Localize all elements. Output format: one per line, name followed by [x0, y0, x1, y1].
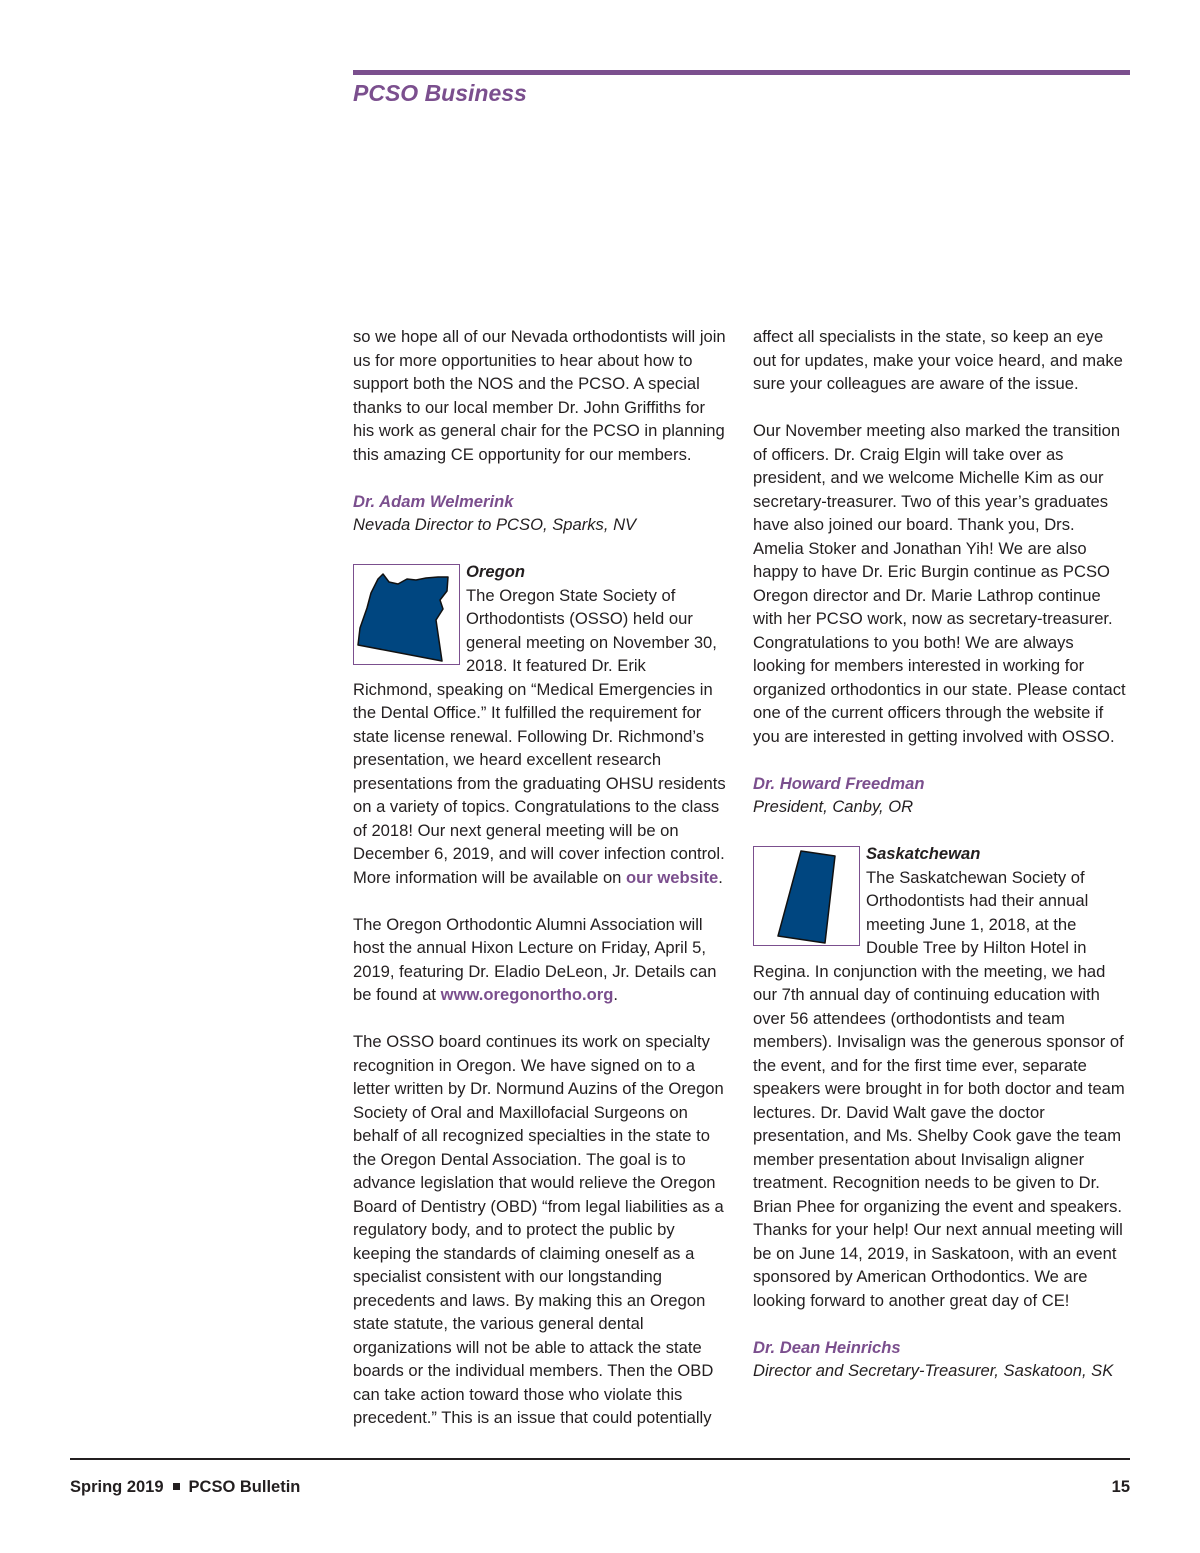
oregon-section [353, 560, 729, 1430]
oregon-paragraph-1: Oregon The Oregon State Society of Orthodontists (OSSO) held our general meeting on November 30, 2018. It featured Dr. Erik Richmond, speaking on “Medical Emergencies in the Dental Office.” It fulfilled the requirement for state license renewal. Following Dr. Richmond’s presentation, we heard excellent research presentations from the graduating OHSU residents on a variety of topics. Congratulations to the class of 2018! Our next general meeting will be on December 6, 2019, and will cover infection control. More information will be available on our website. [353, 562, 726, 887]
footer-publication [70, 1478, 300, 1497]
oregon-ortho-link[interactable]: www.oregonortho.org [440, 985, 614, 1004]
oregon-map-icon [353, 564, 460, 665]
bullet-separator-icon [173, 1483, 180, 1490]
nevada-closing-paragraph: so we hope all of our Nevada orthodontists will join us for more opportunities to hear about how to support both the NOS and the PCSO. A special thanks to our local member Dr. John Griffiths for his work as general chair for the PCSO in planning this amazing CE opportunity for our members. [353, 327, 726, 464]
oregon-heading: Oregon [466, 562, 526, 581]
oregon-paragraph-1-text: The Oregon State Society of Orthodontists (OSSO) held our general meeting on November 30, 2018. It featured Dr. Erik Richmond, speaking on “Medical Emergencies in the Dental Office.” It fulfilled the requirement for state license renewal. Following Dr. Richmond’s presentation, we heard excellent research presentations from the graduating OHSU residents on a variety of topics. Congratulations to the class of 2018! Our next general meeting will be on December 6, 2019, and will cover infection control. More information will be available on [353, 585, 726, 887]
footer-rule [70, 1458, 1130, 1460]
nevada-signature [353, 490, 729, 537]
oregon-signature-name: Dr. Howard Freedman [753, 773, 925, 793]
saskatchewan-paragraph-text: The Saskatchewan Society of Orthodontists had their annual meeting June 1, 2018, at the Double Tree by Hilton Hotel in Regina. In conjunction with the meeting, we had our 7th annual day of continuing education with over 56 attendees (orthodontists and team members). Invisalign was the generous sponsor of the event, and for the first time ever, separate speakers were brought in for both doctor and team lectures. Dr. David Walt gave the doctor presentation, and Ms. Shelby Cook gave the team member presentation about Invisalign aligner treatment. Recognition needs to be given to Dr. Brian Phee for organizing the event and speakers. Thanks for your help! Our next annual meeting will be on June 14, 2019, in Saskatoon, with an event sponsored by American Orthodontics. We are looking forward to another great day of CE! [753, 867, 1125, 1310]
saskatchewan-heading: Saskatchewan [866, 844, 981, 863]
oregon-signature [753, 772, 1129, 819]
saskatchewan-map-icon [753, 846, 860, 946]
oregon-paragraph-2: The Oregon Orthodontic Alumni Association will host the annual Hixon Lecture on Friday, April 5, 2019, featuring Dr. Eladio DeLeon, Jr. Details can be found at www.oregonortho.org. [353, 914, 717, 1004]
right-column [753, 325, 1129, 1406]
saskatchewan-signature-name: Dr. Dean Heinrichs [753, 1337, 901, 1357]
footer-season: Spring 2019 [70, 1478, 164, 1496]
nevada-signature-title: Nevada Director to PCSO, Sparks, NV [353, 515, 637, 534]
oregon-signature-title: President, Canby, OR [753, 797, 914, 816]
oregon-website-link[interactable]: our website [626, 867, 719, 887]
oregon-paragraph-2-text: The Oregon Orthodontic Alumni Association will host the annual Hixon Lecture on Friday, April 5, 2019, featuring Dr. Eladio DeLeon, Jr. Details can be found at [353, 914, 717, 1004]
page-number: 15 [1111, 1478, 1130, 1496]
oregon-paragraph-3-continued: affect all specialists in the state, so keep an eye out for updates, make your voice heard, and make sure your colleagues are aware of the issue. [753, 327, 1123, 393]
oregon-paragraph-3: The OSSO board continues its work on specialty recognition in Oregon. We have signed on to a letter written by Dr. Normund Auzins of the Oregon Society of Oral and Maxillofacial Surgeons on behalf of all recognized specialties in the state to the Oregon Dental Association. The goal is to advance legislation that would relieve the Oregon Board of Dentistry (OBD) “from legal liabilities as a regulatory body, and to protect the public by keeping the standards of claiming oneself as a specialist consistent with our longstanding precedents and laws. By making this an Oregon state statute, the various general dental organizations will not be able to attack the state boards or the individual members. Then the OBD can take action toward those who violate this precedent.” This is an issue that could potentially [353, 1032, 724, 1427]
section-title: PCSO Business [353, 80, 527, 106]
saskatchewan-signature [753, 1336, 1129, 1383]
footer-publication-name: PCSO Bulletin [188, 1478, 301, 1496]
saskatchewan-section [753, 842, 1129, 1383]
left-column [353, 325, 729, 1430]
saskatchewan-signature-title: Director and Secretary-Treasurer, Saskatoon, SK [753, 1361, 1114, 1380]
header-rule [353, 70, 1130, 75]
oregon-paragraph-4: Our November meeting also marked the transition of officers. Dr. Craig Elgin will take over as president, and we welcome Michelle Kim as our secretary-treasurer. Two of this year’s graduates have also joined our board. Thank you, Drs. Amelia Stoker and Jonathan Yih! We are also happy to have Dr. Eric Burgin continue as PCSO Oregon director and Dr. Marie Lathrop continue with her PCSO work, now as secretary-treasurer. Congratulations to you both! We are always looking for members interested in working for organized orthodontics in our state. Please contact one of the current officers through the website if you are interested in getting involved with OSSO. [753, 421, 1126, 746]
nevada-signature-name: Dr. Adam Welmerink [353, 491, 514, 511]
